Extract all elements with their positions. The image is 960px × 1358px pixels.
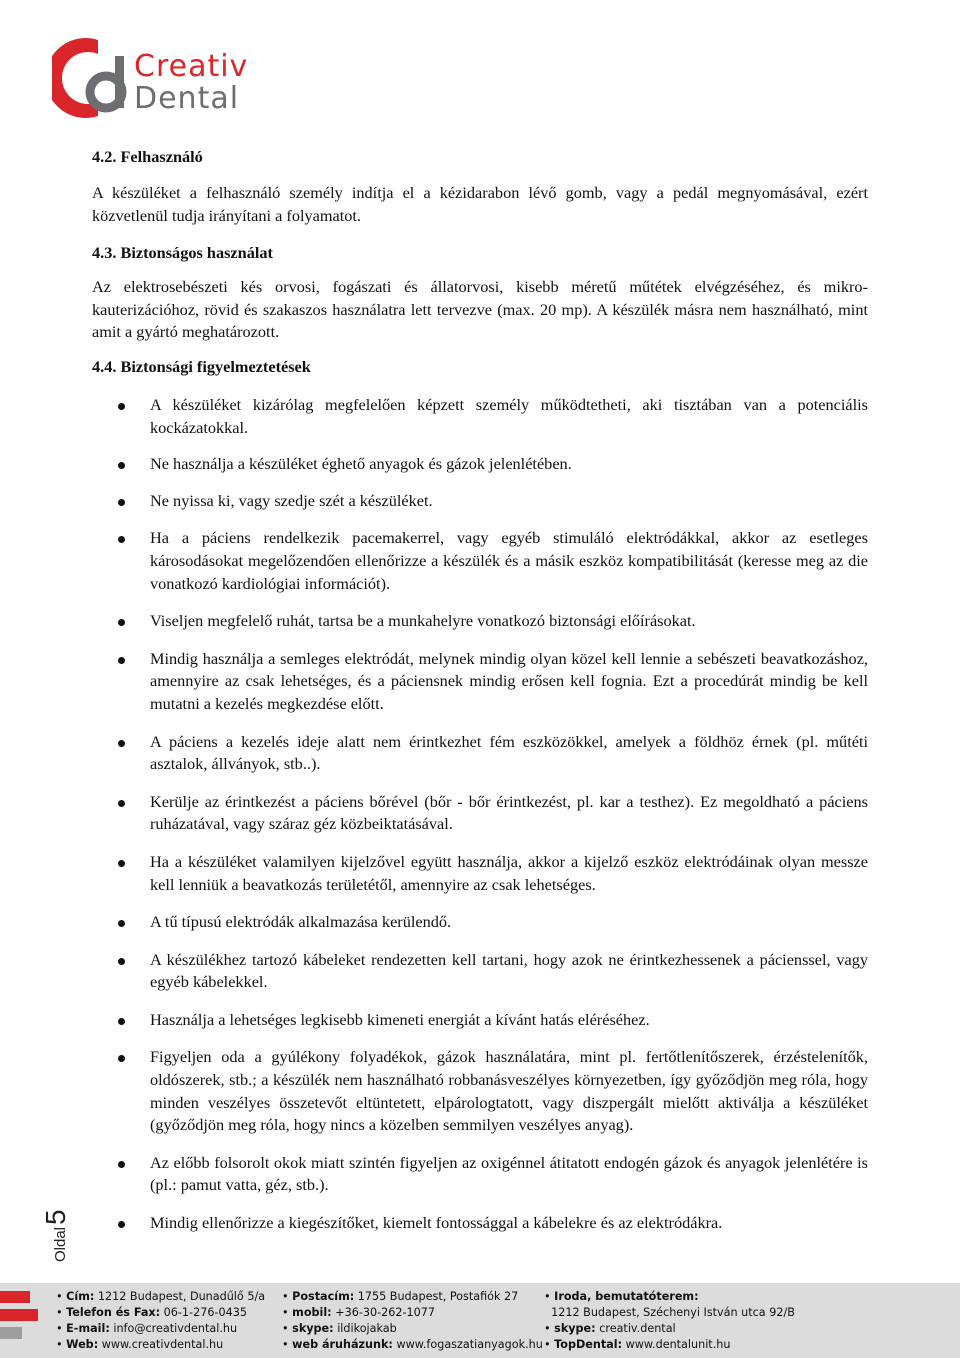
footer-skype: • skype: ildikojakab [282, 1322, 397, 1335]
section-text-4-3: Az elektrosebészeti kés orvosi, fogászati és állatorvosi, kisebb méretű műtétek elvégzéséhez, és mikro-kauterizációhoz, rövid és szakaszos használatra lett tervezve (max. 20 mp). A készülék másra nem használható, mint amit a gyártó meghatározott. [92, 277, 868, 342]
footer-email[interactable]: • E-mail: info@creativdental.hu [56, 1322, 238, 1335]
footer-web[interactable]: • Web: www.creativdental.hu [56, 1338, 224, 1351]
section-heading-4-4: 4.4. Biztonsági figyelmeztetések [92, 357, 311, 376]
bullet-icon [118, 657, 125, 664]
footer-brand-stripes [0, 1291, 40, 1345]
bullet-icon [118, 462, 125, 469]
footer-address: • Cím: 1212 Budapest, Dunadűlő 5/a [56, 1290, 266, 1303]
footer-office-address: 1212 Budapest, Széchenyi István utca 92/B [551, 1306, 795, 1319]
bullet-icon [118, 619, 125, 626]
bullet-icon [118, 1055, 125, 1062]
page-number-word: Oldal [52, 1226, 69, 1262]
list-item: Figyeljen oda a gyúlékony folyadékok, gázok használatára, mint pl. fertőtlenítőszerek, érzéstelenítők, oldószerek, stb.; a készülék nem használható robbanásveszélyes környezetben, így győződjön meg róla, hogy minden veszélyes összetevőt eltüntetett, elpárologtatott, vagy diszpergált mielőtt aktiválja a készüléket (győződjön meg róla, hogy nincs a közelben semmilyen veszélyes anyag). [92, 1046, 868, 1136]
footer [0, 1283, 960, 1358]
bullet-icon [118, 920, 125, 927]
page-number-value: 5 [40, 1209, 71, 1225]
list-item: A tű típusú elektródák alkalmazása kerülendő. [92, 911, 868, 934]
list-item: Mindig használja a semleges elektródát, melynek mindig olyan közel kell lennie a sebészeti beavatkozáshoz, amennyire az csak lehetséges, és a páciensnek mindig erősen kell fognia. Ezt a procedúrát mindig be kell mutatni a kezelés megkezdése előtt. [92, 648, 868, 716]
logo-word-dental: Dental [134, 81, 240, 116]
footer-webshop[interactable]: • web áruházunk: www.fogaszatianyagok.hu [282, 1338, 543, 1351]
bullet-icon [118, 499, 125, 506]
bullet-icon [118, 536, 125, 543]
footer-phone: • Telefon és Fax: 06-1-276-0435 [56, 1306, 247, 1319]
footer-office-skype: • skype: creativ.dental [544, 1322, 676, 1335]
footer-contact-column [56, 1289, 265, 1353]
section-heading-4-3: 4.3. Biztonságos használat [92, 243, 273, 262]
footer-office-column [544, 1289, 795, 1353]
footer-postal-column [282, 1289, 543, 1353]
warning-list [92, 394, 868, 1235]
bullet-icon [118, 958, 125, 965]
bullet-icon [118, 403, 125, 410]
bullet-icon [118, 1018, 125, 1025]
list-item: Mindig ellenőrizze a kiegészítőket, kiemelt fontossággal a kábelekre és az elektródákra. [92, 1212, 868, 1235]
list-item: Kerülje az érintkezést a páciens bőrével (bőr - bőr érintkezést, pl. kar a testhez). Ez megoldható a páciens ruházatával, vagy száraz géz közbeiktatásával. [92, 791, 868, 836]
list-item: Az előbb folsorolt okok miatt szintén figyeljen az oxigénnel átitatott endogén gázok és anyagok jelenlétére is (pl.: pamut vatta, géz, stb.). [92, 1152, 868, 1197]
bullet-icon [118, 1161, 125, 1168]
logo-word-creativ: Creativ [134, 49, 249, 84]
bullet-icon [118, 860, 125, 867]
list-item: Ha a páciens rendelkezik pacemakerrel, vagy egyéb stimuláló elektródákkal, akkor az esetleges károsodásokat megelőzendően ellenőrizze a készülék és a másik eszköz kompatibilitását (keresse meg az die vonatkozó kardiológiai információt). [92, 527, 868, 595]
footer-postal-address: • Postacím: 1755 Budapest, Postafiók 27 [282, 1290, 519, 1303]
bullet-icon [118, 1221, 125, 1228]
list-item: Használja a lehetséges legkisebb kimeneti energiát a kívánt hatás eléréséhez. [92, 1009, 868, 1032]
list-item: A készüléket kizárólag megfelelően képzett személy működtetheti, aki tisztában van a potenciális kockázatokkal. [92, 394, 868, 439]
list-item: A készülékhez tartozó kábeleket rendezetten kell tartani, hogy azok ne érintkezhessenek a pácienssel, vagy egyéb kábelekkel. [92, 949, 868, 994]
list-item: Ne nyissa ki, vagy szedje szét a készüléket. [92, 490, 868, 513]
footer-mobile: • mobil: +36-30-262-1077 [282, 1306, 435, 1319]
list-item: Ne használja a készüléket éghető anyagok és gázok jelenlétében. [92, 453, 868, 476]
bullet-icon [118, 740, 125, 747]
list-item: Ha a készüléket valamilyen kijelzővel együtt használja, akkor a kijelző eszköz elektródáinak olyan messze kell lenniük a beavatkozás területétől, amennyire az csak lehetséges. [92, 851, 868, 896]
page-number [40, 1209, 72, 1262]
footer-topdental[interactable]: • TopDental: www.dentalunit.hu [544, 1338, 731, 1351]
section-heading-4-2: 4.2. Felhasználó [92, 147, 203, 166]
bullet-icon [118, 800, 125, 807]
list-item: Viseljen megfelelő ruhát, tartsa be a munkahelyre vonatkozó biztonsági előírásokat. [92, 610, 868, 633]
section-text-4-2: A készüléket a felhasználó személy indítja el a kézidarabon lévő gomb, vagy a pedál megnyomásával, ezért közvetlenül tudja irányítani a folyamatot. [92, 183, 868, 225]
footer-office-label: • Iroda, bemutatóterem: [544, 1290, 699, 1303]
list-item: A páciens a kezelés ideje alatt nem érintkezhet fém eszközökkel, amelyek a földhöz érnek (pl. műtéti asztalok, állványok, stb..). [92, 731, 868, 776]
